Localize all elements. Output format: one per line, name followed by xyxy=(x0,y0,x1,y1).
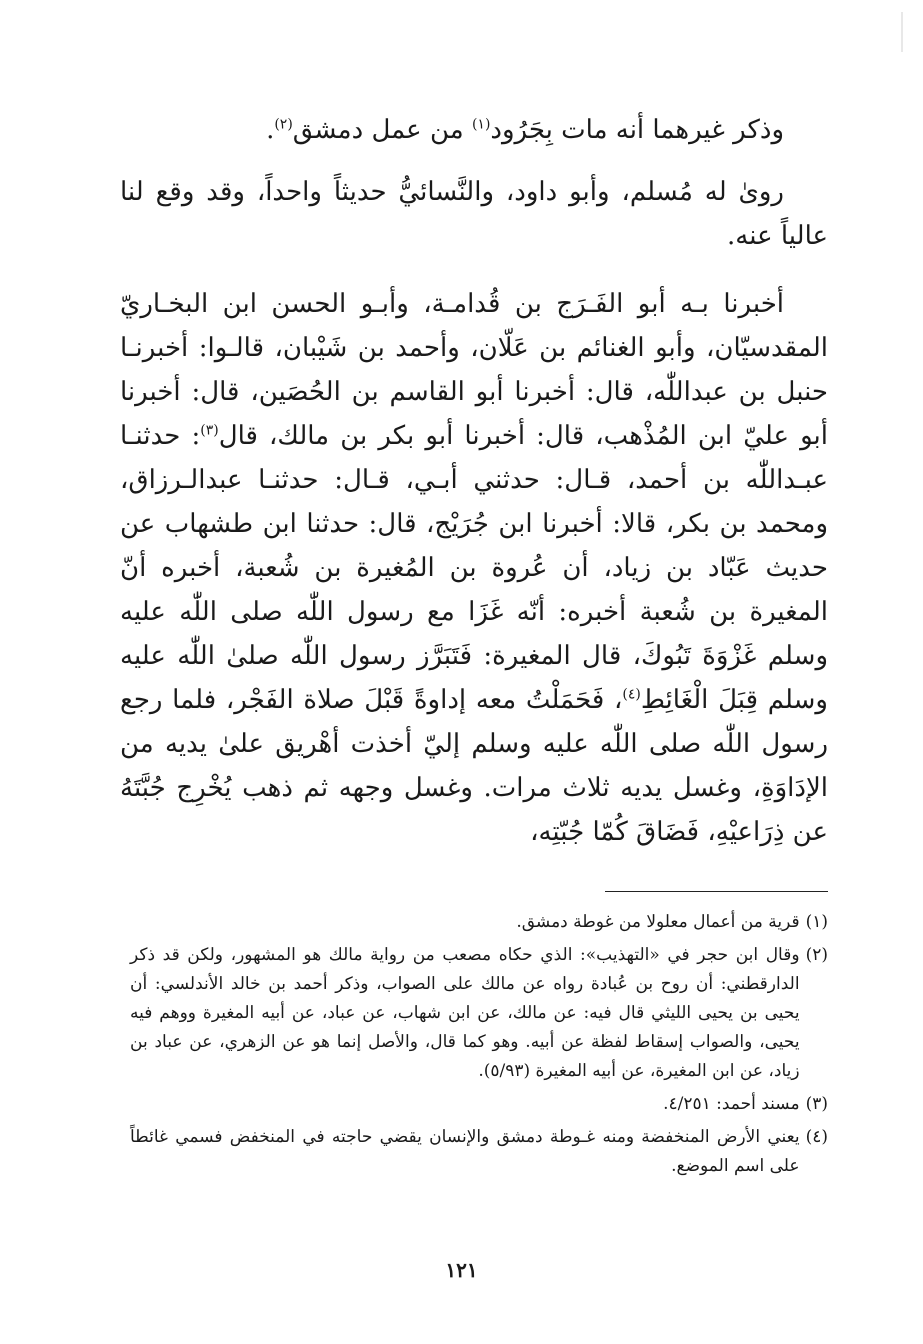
paragraph-2 xyxy=(120,170,828,258)
footnote-text: مسند أحمد: ٤/٢٥١. xyxy=(663,1094,800,1114)
footnote-ref-1[interactable]: (١) xyxy=(471,116,491,133)
footnote-text: يعني الأرض المنخفضة ومنه غـوطة دمشق والإنسان يقضي حاجته في المنخفض فسمي غائطاً على اسم الموضع. xyxy=(130,1127,800,1176)
footnote-4 xyxy=(130,1123,828,1181)
para2-text: روىٰ له مُسلم، وأبو داود، والنَّسائيُّ حديثاً واحداً، وقد وقع لنا عالياً عنه. xyxy=(120,177,828,251)
footnote-3 xyxy=(130,1090,828,1119)
para3-text-b: : حدثنـا عبـداللّٰه بن أحمد، قـال: حدثني أبـي، قـال: حدثنـا عبدالـرزاق، ومحمد بن بكر، قالا: أخبرنا ابن جُرَيْج، قال: حدثنا ابن طشهاب عن حديث عَبّاد بن زياد، أن عُروة بن المُغيرة بن شُعبة، أخبره أنّ المغيرة بن شُعبة أخبره: أنّه غَزَا مع رسول اللّٰه صلى اللّٰه عليه وسلم غَزْوَةَ تَبُوكَ، قال المغيرة: فَتَبَرَّز رسول اللّٰه صلىٰ اللّٰه عليه وسلم قِبَلَ الْغَائِطِ xyxy=(120,421,828,715)
footnote-number: (٣) xyxy=(805,1094,828,1114)
scan-mark xyxy=(901,12,903,52)
footnote-ref-4[interactable]: (٤) xyxy=(622,686,641,703)
footnote-ref-2[interactable]: (٢) xyxy=(274,116,293,133)
footnotes xyxy=(130,908,828,1185)
footnote-ref-3[interactable]: (٣) xyxy=(200,422,219,439)
footnote-number: (١) xyxy=(805,912,828,932)
para1-end: . xyxy=(266,115,275,145)
paragraph-3 xyxy=(120,282,828,854)
para1-mid: من عمل دمشق xyxy=(292,115,472,145)
page-number: ١٢١ xyxy=(445,1258,478,1282)
footnote-number: (٤) xyxy=(805,1127,828,1147)
para3-text-a: أخبرنا بـه أبو الفَـرَج بن قُدامـة، وأبـو الحسن ابن البخـاريّ المقدسيّان، وأبو الغنائم بن عَلّان، وأحمد بن شَيْبان، قالـوا: أخبرنـا حنبل بن عبداللّٰه، قال: أخبرنا أبو القاسم بن الحُصَين، قال: أخبرنا أبو عليّ ابن المُذْهب، قال: أخبرنا أبو بكر بن مالك، قال xyxy=(120,289,829,451)
footnote-2 xyxy=(130,941,828,1086)
footnote-number: (٢) xyxy=(805,945,828,965)
para1-text: وذكر غيرهما أنه مات بِجَرُود xyxy=(490,115,784,145)
footnote-separator xyxy=(605,891,828,892)
footnote-text: وقال ابن حجر في «التهذيب»: الذي حكاه مصعب من رواية مالك هو المشهور، ولكن قد ذكر الدارقطني: أن روح بن عُبادة رواه عن مالك على الصواب، وذكر أحمد بن خالد الأندلسي: أن يحيى بن يحيى الليثي قال فيه: عن مالك، عن ابن شهاب، عن عباد، عن أبيه المغيرة ووهم فيه يحيى، والصواب إسقاط لفظة عن أبيه. وهو كما قال، والأصل إنما هو عن الزهري، عن عباد بن زياد، عن ابن المغيرة، عن أبيه المغيرة (٥/٩٣). xyxy=(130,945,800,1081)
para3-text-c: ، فَحَمَلْتُ معه إداوةً قَبْلَ صلاة الفَجْر، فلما رجع رسول اللّٰه صلى اللّٰه عليه وسلم إليّ أخذت أهْريق علىٰ يديه من الإدَاوَةِ، وغسل يديه ثلاث مرات. وغسل وجهه ثم ذهب يُخْرِج جُبَّتَهُ عن ذِرَاعيْهِ، فَضَاقَ كُمّا جُبّتِه، xyxy=(120,685,828,847)
footnote-text: قرية من أعمال معلولا من غوطة دمشق. xyxy=(516,912,800,932)
paragraph-1 xyxy=(120,108,828,152)
footnote-1 xyxy=(130,908,828,937)
